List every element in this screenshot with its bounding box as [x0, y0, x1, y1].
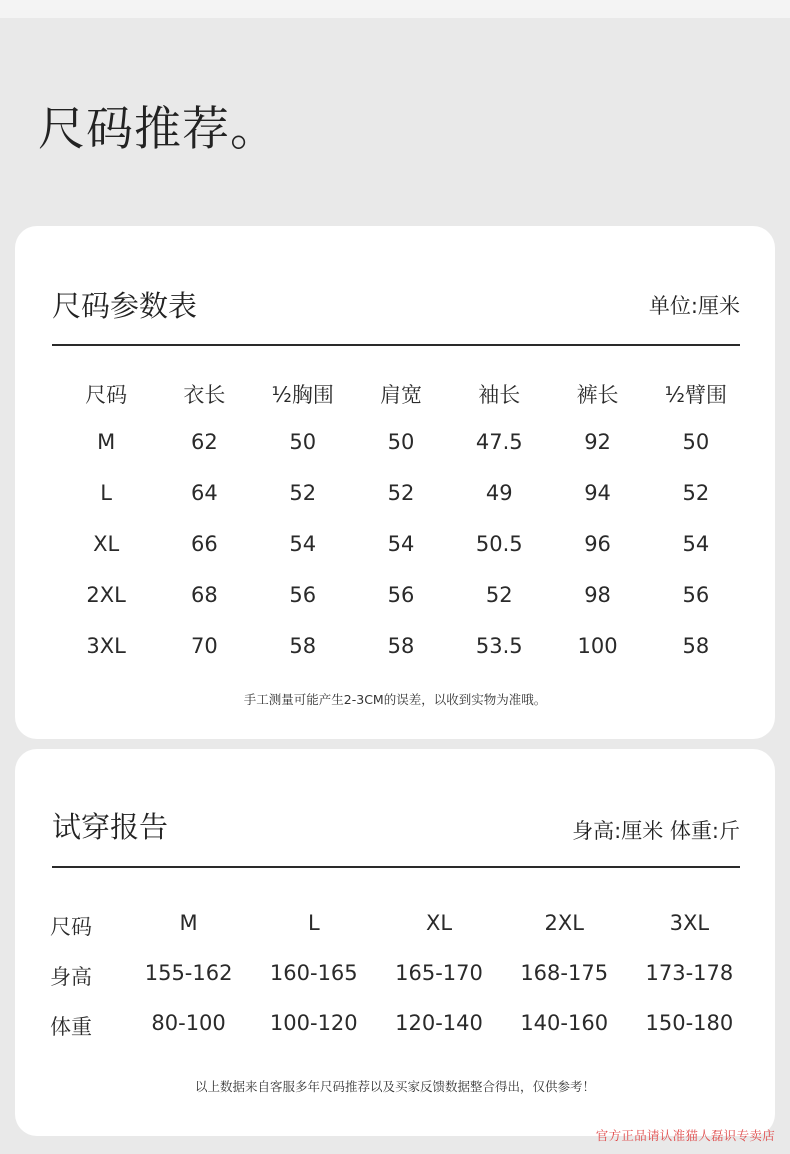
- fit-report-row-label: 体重: [50, 1015, 92, 1039]
- size-chart-value-cell: 52: [485, 583, 513, 607]
- fit-report-value-cell: 2XL: [544, 911, 584, 935]
- fit-report-unit: 身高:厘米 体重:斤: [572, 819, 740, 843]
- fit-report-value-cell: 168-175: [520, 961, 609, 985]
- size-chart-note: 手工测量可能产生2-3CM的误差，以收到实物为准哦。: [243, 692, 547, 707]
- fit-report-value-cell: M: [179, 911, 198, 935]
- size-chart-value-cell: 64: [191, 481, 218, 505]
- fit-report-value-cell: 160-165: [269, 961, 358, 985]
- fit-report-row-label: 尺码: [50, 915, 92, 939]
- fit-report-title: 试穿报告: [52, 810, 169, 844]
- size-chart-value-cell: 58: [289, 634, 317, 658]
- size-chart-value-cell: 62: [191, 430, 218, 454]
- size-chart-header-cell: 袖长: [478, 383, 521, 407]
- size-chart-table: [57, 379, 745, 685]
- fit-report-value-cell: 120-140: [395, 1011, 483, 1035]
- size-chart-value-cell: 50: [682, 430, 710, 454]
- size-chart-size-cell: 3XL: [86, 634, 126, 658]
- size-chart-card: [15, 226, 775, 739]
- size-chart-value-cell: 98: [584, 583, 611, 607]
- size-chart-value-cell: 52: [387, 481, 415, 505]
- fit-report-value-cell: L: [307, 911, 320, 935]
- size-chart-size-cell: XL: [93, 532, 120, 556]
- fit-report-value-cell: 3XL: [669, 911, 710, 935]
- page-title: 尺码推荐。: [38, 102, 278, 157]
- fit-report-value-cell: 173-178: [645, 961, 734, 985]
- size-chart-header-cell: ½胸围: [271, 383, 334, 407]
- size-chart-value-cell: 52: [289, 481, 317, 505]
- size-chart-value-cell: 54: [289, 532, 317, 556]
- size-chart-header-cell: 尺码: [85, 383, 128, 407]
- size-chart-value-cell: 92: [584, 430, 611, 454]
- size-chart-value-cell: 53.5: [475, 634, 523, 658]
- fit-report-value-cell: 165-170: [395, 961, 483, 985]
- size-chart-unit: 单位:厘米: [648, 294, 740, 318]
- size-chart-divider: [52, 344, 740, 346]
- size-chart-value-cell: 56: [387, 583, 415, 607]
- top-strip: [0, 0, 790, 18]
- size-chart-header-cell: 衣长: [183, 383, 226, 407]
- size-chart-value-cell: 50.5: [475, 532, 523, 556]
- fit-report-value-cell: 150-180: [645, 1011, 734, 1035]
- size-chart-value-cell: 54: [682, 532, 710, 556]
- size-chart-size-cell: M: [97, 430, 116, 454]
- store-watermark: 官方正品请认准猫人磊识专卖店: [595, 1128, 775, 1143]
- size-chart-size-cell: L: [100, 481, 112, 505]
- size-chart-value-cell: 96: [584, 532, 611, 556]
- fit-report-value-cell: 100-120: [269, 1011, 358, 1035]
- size-chart-value-cell: 94: [584, 481, 611, 505]
- fit-report-table: [50, 911, 752, 1061]
- fit-report-value-cell: 155-162: [144, 961, 233, 985]
- size-chart-value-cell: 50: [387, 430, 415, 454]
- size-chart-value-cell: 50: [289, 430, 317, 454]
- fit-report-value-cell: 80-100: [151, 1011, 226, 1035]
- size-chart-value-cell: 70: [191, 634, 218, 658]
- size-chart-header-cell: ½臂围: [664, 383, 728, 407]
- fit-report-card: [15, 749, 775, 1136]
- fit-report-value-cell: XL: [425, 911, 453, 935]
- size-chart-value-cell: 56: [682, 583, 710, 607]
- size-chart-value-cell: 52: [682, 481, 710, 505]
- size-chart-value-cell: 100: [577, 634, 618, 658]
- size-chart-value-cell: 54: [387, 532, 415, 556]
- size-chart-value-cell: 58: [387, 634, 415, 658]
- size-chart-value-cell: 56: [289, 583, 317, 607]
- size-chart-value-cell: 49: [485, 481, 513, 505]
- fit-report-note: 以上数据来自客服多年尺码推荐以及买家反馈数据整合得出，仅供参考！: [194, 1079, 595, 1094]
- size-chart-size-cell: 2XL: [86, 583, 126, 607]
- size-chart-value-cell: 66: [191, 532, 218, 556]
- size-chart-value-cell: 58: [682, 634, 710, 658]
- size-chart-header-cell: 裤长: [576, 383, 619, 407]
- size-chart-header-cell: 肩宽: [379, 383, 422, 407]
- fit-report-value-cell: 140-160: [520, 1011, 609, 1035]
- size-chart-value-cell: 68: [191, 583, 218, 607]
- fit-report-row-label: 身高: [50, 965, 92, 989]
- fit-report-divider: [52, 866, 740, 868]
- size-chart-title: 尺码参数表: [52, 289, 198, 323]
- size-chart-value-cell: 47.5: [475, 430, 523, 454]
